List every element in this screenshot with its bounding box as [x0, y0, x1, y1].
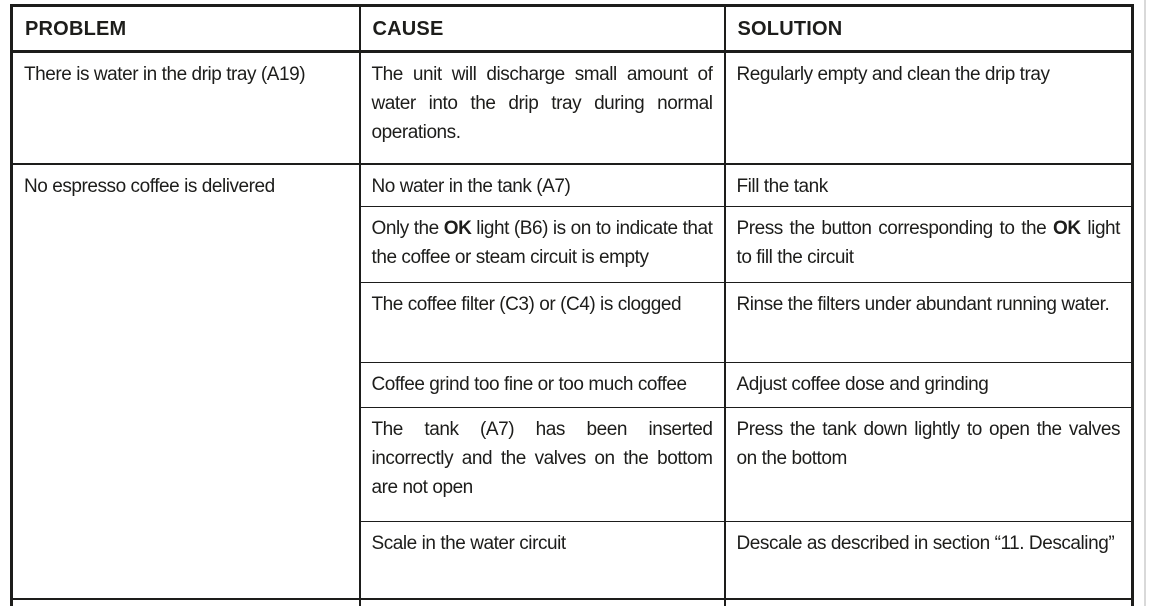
cause-cell: The unit will discharge small amount of water into the drip tray during normal operations. [360, 52, 725, 164]
table-row [12, 52, 1133, 164]
cause-cell: The coffee filter (C3) or (C4) is clogged [360, 283, 725, 363]
ok-light-label: OK [1053, 218, 1081, 239]
cause-cell [360, 207, 725, 283]
cause-text: Only the [371, 218, 444, 239]
solution-cell [725, 207, 1133, 283]
problem-cell: No espresso coffee is delivered [12, 164, 360, 599]
troubleshooting-table [10, 4, 1134, 606]
solution-text: Press the button corresponding to the [736, 218, 1054, 239]
cause-cell: Coffee grind too fine or too much coffee [360, 363, 725, 408]
solution-cell: Fill the tank [725, 164, 1133, 207]
solution-cell: Rinse the filters under abundant running water. [725, 283, 1133, 363]
solution-cell: Adjust coffee dose and grinding [725, 363, 1133, 408]
column-header-cause: CAUSE [360, 6, 725, 52]
ok-light-label: OK [443, 218, 472, 239]
problem-cell: There is water in the drip tray (A19) [12, 52, 360, 164]
cause-cell: Scale in the water circuit [360, 522, 725, 599]
column-header-problem: PROBLEM [12, 6, 360, 52]
solution-cell: Descale as described in section “11. Descaling” [725, 522, 1133, 599]
solution-cell: Regularly empty and clean the drip tray [725, 52, 1133, 164]
solution-cell: Press the tank down lightly to open the valves on the bottom [725, 408, 1133, 522]
solution-cell [725, 599, 1133, 606]
column-header-solution: SOLUTION [725, 6, 1133, 52]
cause-text: light (B6) is on to indicate that the coffee or steam circuit is empty [371, 218, 713, 268]
solution-text: light to fill the circuit [736, 218, 1121, 268]
table-header-row [12, 6, 1133, 52]
table-row-clipped [12, 599, 1133, 606]
table-row [12, 164, 1133, 207]
page-scan-edge [1144, 0, 1146, 606]
cause-cell: The tank (A7) has been inserted incorrectly and the valves on the bottom are not open [360, 408, 725, 522]
cause-cell: No water in the tank (A7) [360, 164, 725, 207]
cause-cell [360, 599, 725, 606]
problem-cell [12, 599, 360, 606]
